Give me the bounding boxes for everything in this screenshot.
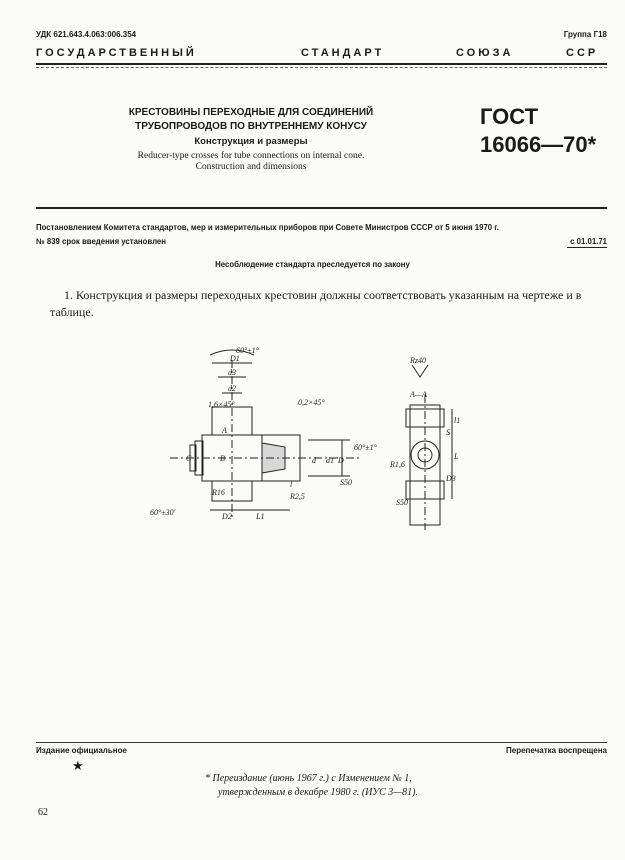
document-subtitle: Конструкция и размеры <box>194 136 308 147</box>
label-D1: D1 <box>230 354 240 363</box>
decree-line-1: Постановлением Комитета стандартов, мер и измерительных приборов при Совете Министров СССР от 5 июня 1970 г. <box>36 223 499 232</box>
title-line-1: КРЕСТОВИНЫ ПЕРЕХОДНЫЕ ДЛЯ СОЕДИНЕНИЙ <box>128 107 374 118</box>
header-word-union: СОЮЗА <box>456 47 514 59</box>
english-title <box>106 151 396 173</box>
english-title-line-2: Construction and dimensions <box>195 162 307 172</box>
decree-date-underline <box>567 247 607 248</box>
paragraph-1: 1. Конструкция и размеры переходных крестовин должны соответствовать указанным на чертеже и в таблице. <box>50 288 582 319</box>
label-s50: S50 <box>340 478 352 487</box>
footer-rule <box>36 742 607 743</box>
label-A: А <box>222 426 227 435</box>
surface-mark <box>412 365 428 377</box>
header-word-state: ГОСУДАРСТВЕННЫЙ <box>36 47 197 59</box>
angle-top-label: 60°±1° <box>236 346 259 355</box>
label-angle2: 60°±1° <box>354 443 377 452</box>
header-word-ussr: ССР <box>566 47 599 59</box>
label-C: C <box>186 454 192 463</box>
surface-label: Rz40 <box>410 356 426 365</box>
label-l1: l1 <box>454 416 461 425</box>
gost-number: 16066—70* <box>480 132 597 157</box>
decree-date: с 01.01.71 <box>570 237 607 246</box>
reprint-notice: Перепечатка воспрещена <box>506 746 607 755</box>
header-rule-dashed <box>36 67 607 68</box>
title-line-2: ТРУБОПРОВОДОВ ПО ВНУТРЕННЕМУ КОНУСУ <box>135 121 367 132</box>
label-d2: d2 <box>228 384 236 393</box>
footnote-line-1: * Переиздание (июнь 1967 г.) с Изменением № 1, <box>205 773 412 784</box>
label-R16: R16 <box>212 488 225 497</box>
label-angle3: 60°±30' <box>150 508 176 517</box>
label-D: D <box>338 456 344 465</box>
footnote-line-2: утвержденным в декабре 1980 г. (ИУС 3—81). <box>218 787 418 798</box>
document-title <box>106 106 396 134</box>
page-number: 62 <box>38 807 48 818</box>
gost-label: ГОСТ <box>480 104 539 129</box>
label-D3: D3 <box>446 474 456 483</box>
label-d3: d3 <box>228 368 236 377</box>
label-R16b: R1,6 <box>390 460 405 469</box>
header-word-standard: СТАНДАРТ <box>301 47 385 59</box>
label-chamfer: 1,6×45° <box>208 400 235 409</box>
title-rule <box>36 207 607 209</box>
header-rule <box>36 63 607 65</box>
header-band <box>36 47 607 59</box>
edition-label: Издание официальное <box>36 746 127 755</box>
label-L1: L1 <box>256 512 265 521</box>
udk-code: УДК 621.643.4.063:006.354 <box>36 30 137 39</box>
group-code: Группа Г18 <box>563 30 607 39</box>
label-d1: d1 <box>326 456 334 465</box>
technical-drawing <box>150 335 480 535</box>
english-title-line-1: Reducer-type crosses for tube connections on internal cone. <box>137 151 365 161</box>
star-icon: ★ <box>72 758 84 773</box>
label-B: B <box>220 454 225 463</box>
label-D2: D2 <box>222 512 232 521</box>
section-label: А—А <box>410 390 427 399</box>
label-S: S <box>446 428 450 437</box>
label-chamfer2: 0,2×45° <box>298 398 325 407</box>
decree-line-2: № 839 срок введения установлен <box>36 237 166 246</box>
section-view <box>389 356 460 530</box>
label-d: d <box>312 456 316 465</box>
label-L: L <box>454 452 459 461</box>
penalty-notice: Несоблюдение стандарта преследуется по закону <box>215 260 410 269</box>
label-S1: S50 <box>396 498 408 507</box>
label-l: l <box>290 480 293 489</box>
label-R25: R2,5 <box>290 492 305 501</box>
